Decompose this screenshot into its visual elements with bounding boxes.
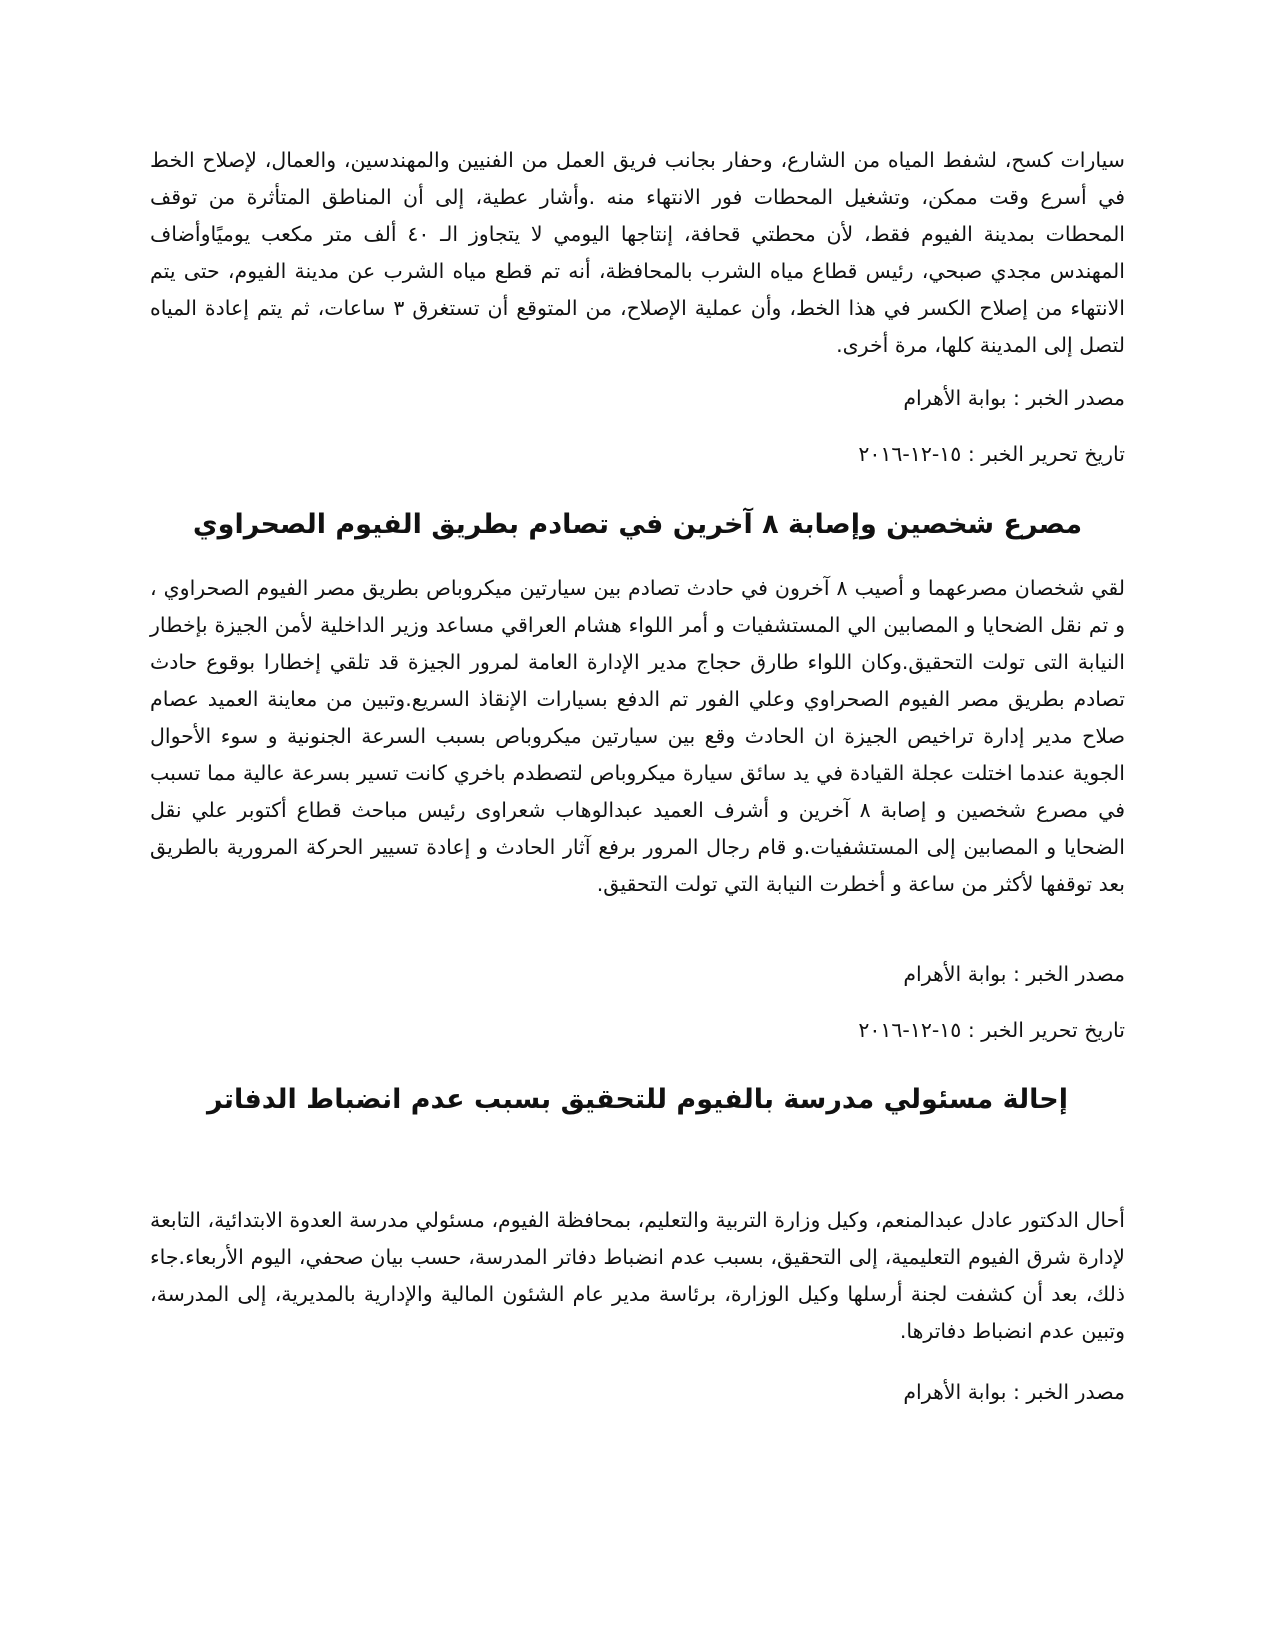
article-1-date: تاريخ تحرير الخبر : ١٥-١٢-٢٠١٦ [858, 442, 1125, 466]
article-2-headline: مصرع شخصين وإصابة ٨ آخرين في تصادم بطريق الفيوم الصحراوي [192, 509, 1083, 540]
article-2-source: مصدر الخبر : بوابة الأهرام [903, 962, 1125, 986]
article-2-body [150, 570, 1125, 903]
article-1-source: مصدر الخبر : بوابة الأهرام [903, 386, 1125, 410]
article-3-headline: إحالة مسئولي مدرسة بالفيوم للتحقيق بسبب عدم انضباط الدفاتر [207, 1084, 1068, 1115]
article-body-paragraph: سيارات كسح، لشفط المياه من الشارع، وحفار بجانب فريق العمل من الفنيين والمهندسين، والعمال، لإصلاح الخط في أسرع وقت ممكن، وتشغيل المحطات فور الانتهاء منه .وأشار عطية، إلى أن المناطق المتأثرة من توقف المحطات بمدينة الفيوم فقط، لأن محطتي قحافة، إنتاجها اليومي لا يتجاوز الـ ٤٠ ألف متر مكعب يوميًاوأضاف المهندس مجدي صبحي، رئيس قطاع مياه الشرب بالمحافظة، أنه تم قطع مياه الشرب عن مدينة الفيوم، حتى يتم الانتهاء من إصلاح الكسر في هذا الخط، وأن عملية الإصلاح، من المتوقع أن تستغرق ٣ ساعات، ثم يتم إعادة المياه لتصل إلى المدينة كلها، مرة أخرى. [150, 148, 1126, 357]
article-3-source: مصدر الخبر : بوابة الأهرام [903, 1380, 1125, 1404]
article-body-paragraph: لقي شخصان مصرعهما و أصيب ٨ آخرون في حادث تصادم بين سيارتين ميكروباص بطريق مصر الفيوم الصحراوي ، و تم نقل الضحايا و المصابين الي المستشفيات و أمر اللواء هشام العراقي مساعد وزير الداخلية لأمن الجيزة بإخطار النيابة التى تولت التحقيق.وكان اللواء طارق حجاج مدير الإدارة العامة لمرور الجيزة قد تلقي إخطارا بوقوع حادث تصادم بطريق مصر الفيوم الصحراوي وعلي الفور تم الدفع بسيارات الإنقاذ السريع.وتبين من معاينة العميد عصام صلاح مدير إدارة تراخيص الجيزة ان الحادث وقع بين سيارتين ميكروباص بسبب السرعة الجنونية و سوء الأحوال الجوية عندما اختلت عجلة القيادة في يد سائق سيارة ميكروباص لتصطدم باخري كانت تسير بسرعة عالية مما تسبب في مصرع شخصين و إصابة ٨ آخرين و أشرف العميد عبدالوهاب شعراوى رئيس مباحث قطاع أكتوبر علي نقل الضحايا و المصابين إلى المستشفيات.و قام رجال المرور برفع آثار الحادث و إعادة تسيير الحركة المرورية بالطريق بعد توقفها لأكثر من ساعة و أخطرت النيابة التي تولت التحقيق. [150, 576, 1125, 896]
article-1-body [150, 142, 1125, 364]
article-2-date: تاريخ تحرير الخبر : ١٥-١٢-٢٠١٦ [858, 1018, 1125, 1042]
article-3-body [150, 1202, 1125, 1350]
article-body-paragraph: أحال الدكتور عادل عبدالمنعم، وكيل وزارة التربية والتعليم، بمحافظة الفيوم، مسئولي مدرسة العدوة الابتدائية، التابعة لإدارة شرق الفيوم التعليمية، إلى التحقيق، بسبب عدم انضباط دفاتر المدرسة، حسب بيان صحفي، اليوم الأربعاء.جاء ذلك، بعد أن كشفت لجنة أرسلها وكيل الوزارة، برئاسة مدير عام الشئون المالية والإدارية بالمديرية، إلى المدرسة، وتبين عدم انضباط دفاترها. [150, 1208, 1125, 1343]
